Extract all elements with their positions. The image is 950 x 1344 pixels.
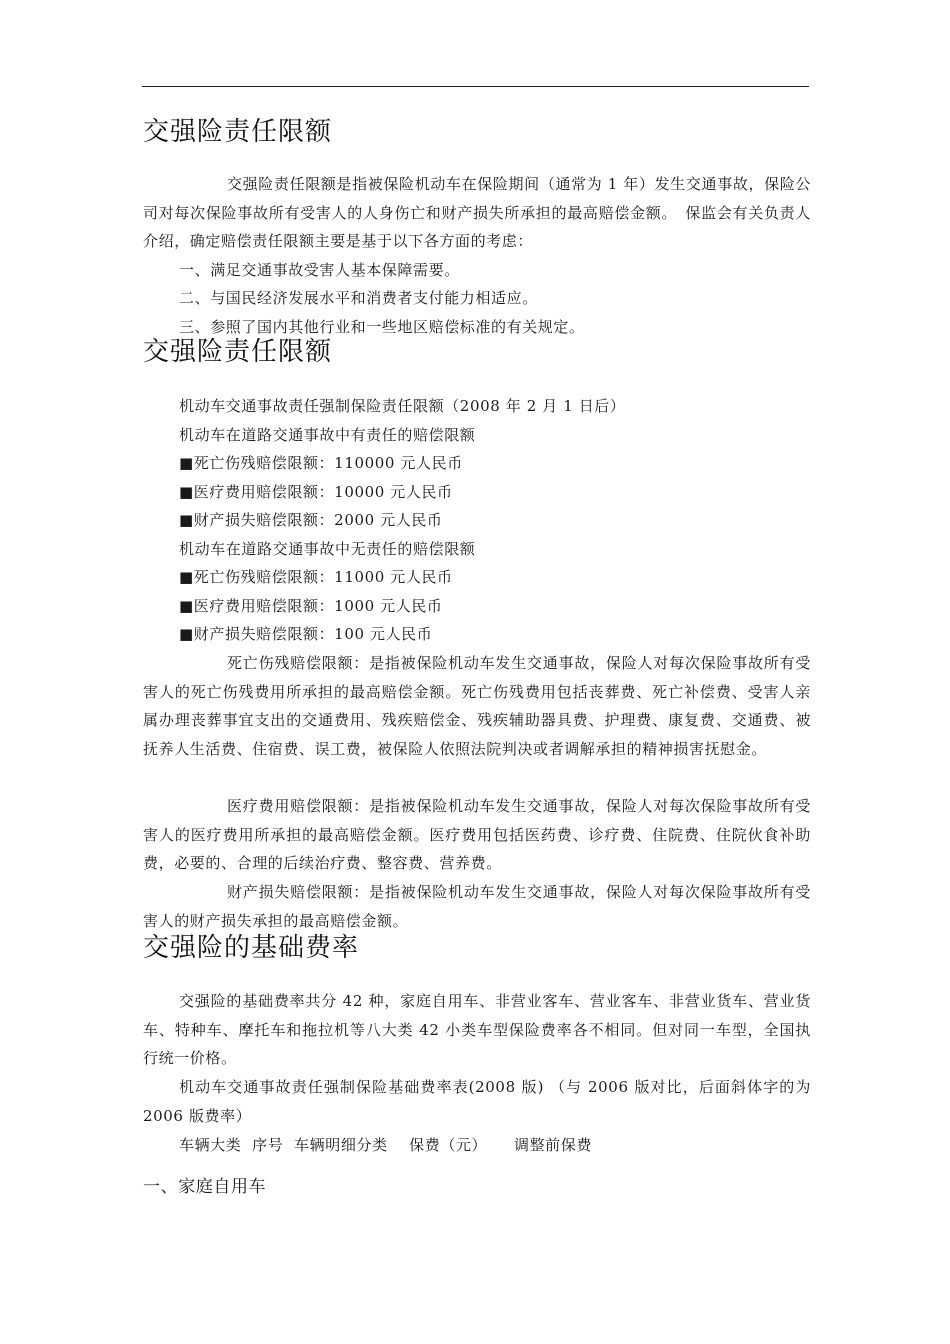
with-liability-property-limit: ■财产损失赔偿限额：2000 元人民币 xyxy=(179,511,443,529)
intro-paragraph: 交强险责任限额是指被保险机动车在保险期间（通常为 1 年）发生交通事故，保险公司对每次保险事故所有受害人的人身伤亡和财产损失所承担的最高赔偿金额。 保监会有关负责人介绍，确定赔偿责任限额主要是基于以下各方面的考虑： xyxy=(143,175,811,250)
consideration-item-3: 三、参照了国内其他行业和一些地区赔偿标准的有关规定。 xyxy=(179,318,585,336)
section-heading-liability-limits-2: 交强险责任限额 xyxy=(143,337,333,367)
with-liability-death-limit: ■死亡伤残赔偿限额：110000 元人民币 xyxy=(179,454,463,472)
without-liability-death-limit: ■死亡伤残赔偿限额：11000 元人民币 xyxy=(179,568,453,586)
without-liability-title: 机动车在道路交通事故中无责任的赔偿限额 xyxy=(179,540,476,558)
consideration-item-2: 二、与国民经济发展水平和消费者支付能力相适应。 xyxy=(179,289,538,307)
category-family-car: 一、家庭自用车 xyxy=(143,1177,267,1197)
consideration-item-1: 一、满足交通事故受害人基本保障需要。 xyxy=(179,261,460,279)
limits-title: 机动车交通事故责任强制保险责任限额（2008 年 2 月 1 日后） xyxy=(179,397,626,415)
rate-table-header: 车辆大类 序号 车辆明细分类 保费（元） 调整前保费 xyxy=(179,1136,592,1154)
with-liability-medical-limit: ■医疗费用赔偿限额：10000 元人民币 xyxy=(179,483,453,501)
property-paragraph: 财产损失赔偿限额：是指被保险机动车发生交通事故，保险人对每次保险事故所有受害人的财产损失承担的最高赔偿金额。 xyxy=(143,883,811,930)
with-liability-title: 机动车在道路交通事故中有责任的赔偿限额 xyxy=(179,426,476,444)
rate-paragraph-1: 交强险的基础费率共分 42 种，家庭自用车、非营业客车、营业客车、非营业货车、营业货车、特种车、摩托车和拖拉机等八大类 42 小类车型保险费率各不相同。但对同一车型，全国执行统一价格。 xyxy=(143,992,811,1067)
without-liability-medical-limit: ■医疗费用赔偿限额：1000 元人民币 xyxy=(179,597,443,615)
section-heading-liability-limits: 交强险责任限额 xyxy=(143,117,333,147)
death-disability-paragraph: 死亡伤残赔偿限额：是指被保险机动车发生交通事故，保险人对每次保险事故所有受害人的死亡伤残费用所承担的最高赔偿金额。死亡伤残费用包括丧葬费、死亡补偿费、受害人亲属办理丧葬事宜支出的交通费用、残疾赔偿金、残疾辅助器具费、护理费、康复费、交通费、被抚养人生活费、住宿费、误工费，被保险人依照法院判决或者调解承担的精神损害抚慰金。 xyxy=(143,654,811,758)
section-heading-base-rates: 交强险的基础费率 xyxy=(143,933,360,963)
top-rule xyxy=(142,86,809,87)
medical-paragraph: 医疗费用赔偿限额：是指被保险机动车发生交通事故，保险人对每次保险事故所有受害人的医疗费用所承担的最高赔偿金额。医疗费用包括医药费、诊疗费、住院费、住院伙食补助费，必要的、合理的后续治疗费、整容费、营养费。 xyxy=(143,797,811,872)
without-liability-property-limit: ■财产损失赔偿限额：100 元人民币 xyxy=(179,625,433,643)
rate-paragraph-2: 机动车交通事故责任强制保险基础费率表(2008 版) （与 2006 版对比，后面斜体字的为 2006 版费率） xyxy=(143,1078,811,1125)
